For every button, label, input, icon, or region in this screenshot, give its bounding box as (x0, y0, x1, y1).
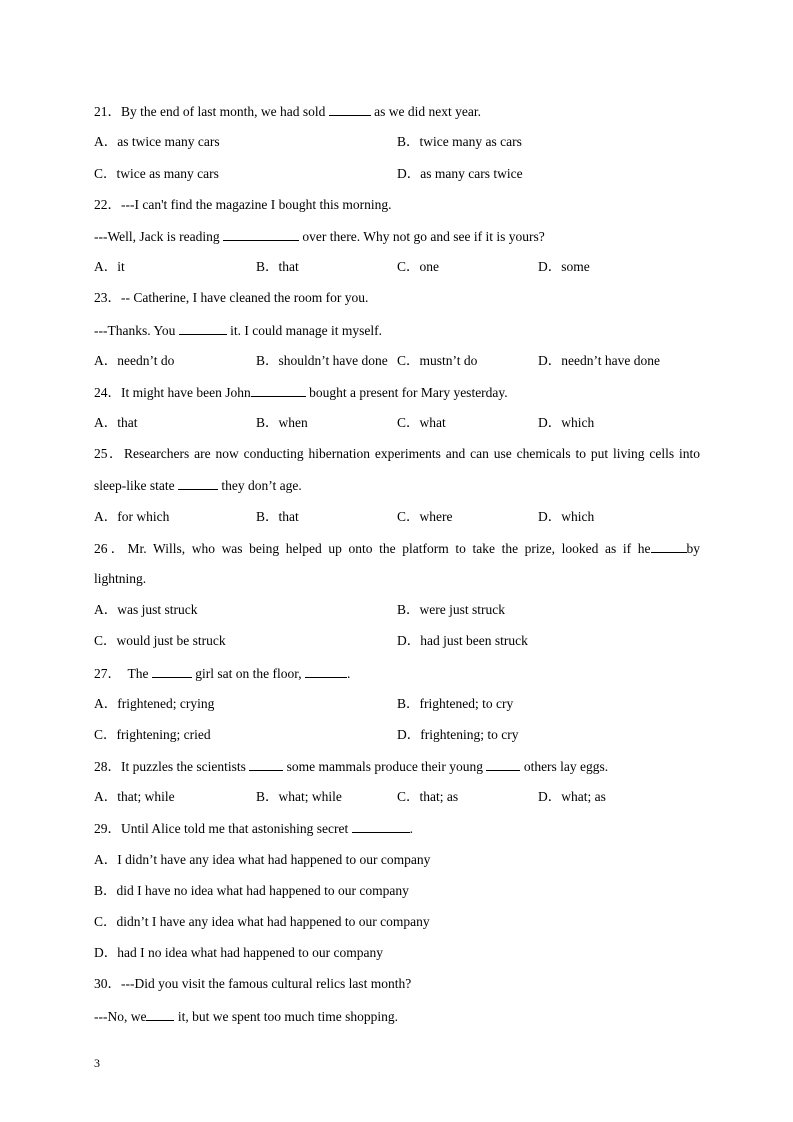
option-21-c: C．twice as many cars (94, 166, 219, 181)
answer-blank (329, 103, 371, 116)
option-29-c: C．didn’t I have any idea what had happened to our company (94, 914, 430, 929)
option-25-d: D．which (538, 509, 595, 524)
answer-blank (305, 665, 347, 678)
option-27-d: D．frightening; to cry (397, 727, 519, 742)
option-24-c: C．what (397, 415, 446, 430)
question-30-line2: ---No, we it, but we spent too much time shopping. (94, 1009, 398, 1024)
option-26-a: A．was just struck (94, 602, 198, 617)
option-25-c: C．where (397, 509, 453, 524)
option-22-a: A．it (94, 259, 125, 274)
question-23-line2: ---Thanks. You it. I could manage it myself. (94, 323, 382, 338)
question-25-stem: 25．Researchers are now conducting hibernation experiments and can use chemicals to put living cells into (94, 446, 700, 461)
answer-blank (178, 477, 218, 490)
option-23-d: D．needn’t have done (538, 353, 660, 368)
option-29-d: D．had I no idea what had happened to our company (94, 945, 384, 960)
answer-blank (179, 322, 227, 335)
option-21-d: D．as many cars twice (397, 166, 523, 181)
answer-blank (486, 758, 520, 771)
option-28-c: C．that; as (397, 789, 459, 804)
question-22-line2: ---Well, Jack is reading over there. Why not go and see if it is yours? (94, 229, 545, 244)
question-23-stem: 23．-- Catherine, I have cleaned the room for you. (94, 290, 369, 305)
option-22-d: D．some (538, 259, 590, 274)
answer-blank (146, 1008, 174, 1021)
option-26-b: B．were just struck (397, 602, 505, 617)
option-22-c: C．one (397, 259, 439, 274)
option-21-b: B．twice many as cars (397, 134, 522, 149)
option-27-b: B．frightened; to cry (397, 696, 514, 711)
question-22-stem: 22．---I can't find the magazine I bought this morning. (94, 197, 392, 212)
page-number: 3 (94, 1056, 100, 1070)
question-28-stem: 28．It puzzles the scientists some mammals produce their young others lay eggs. (94, 759, 609, 774)
option-28-d: D．what; as (538, 789, 606, 804)
option-26-c: C．would just be struck (94, 633, 226, 648)
question-26-line2: lightning. (94, 571, 147, 586)
option-25-b: B．that (256, 509, 299, 524)
option-27-a: A．frightened; crying (94, 696, 215, 711)
option-24-d: D．which (538, 415, 595, 430)
answer-blank (651, 540, 687, 553)
question-29-stem: 29．Until Alice told me that astonishing secret . (94, 821, 413, 836)
option-23-b: B．shouldn’t have done (256, 353, 388, 368)
question-21-stem: 21．By the end of last month, we had sold as we did next year. (94, 104, 481, 119)
option-23-a: A．needn’t do (94, 353, 175, 368)
option-22-b: B．that (256, 259, 299, 274)
question-30-stem: 30．---Did you visit the famous cultural relics last month? (94, 976, 412, 991)
question-26-stem: 26．Mr. Wills, who was being helped up onto the platform to take the prize, looked as if he by (94, 541, 700, 556)
option-25-a: A．for which (94, 509, 170, 524)
option-28-b: B．what; while (256, 789, 342, 804)
option-27-c: C．frightening; cried (94, 727, 211, 742)
question-24-stem: 24．It might have been John bought a present for Mary yesterday. (94, 385, 508, 400)
answer-blank (152, 665, 192, 678)
option-29-b: B．did I have no idea what had happened to our company (94, 883, 409, 898)
option-29-a: A．I didn’t have any idea what had happened to our company (94, 852, 431, 867)
question-25-line2: sleep-like state they don’t age. (94, 478, 302, 493)
option-26-d: D．had just been struck (397, 633, 528, 648)
answer-blank (249, 758, 283, 771)
option-23-c: C．mustn’t do (397, 353, 478, 368)
question-27-stem: 27． The girl sat on the floor, . (94, 666, 351, 681)
answer-blank (251, 384, 306, 397)
option-24-b: B．when (256, 415, 308, 430)
option-28-a: A．that; while (94, 789, 175, 804)
option-24-a: A．that (94, 415, 138, 430)
option-21-a: A．as twice many cars (94, 134, 220, 149)
answer-blank (352, 820, 410, 833)
answer-blank (223, 228, 299, 241)
